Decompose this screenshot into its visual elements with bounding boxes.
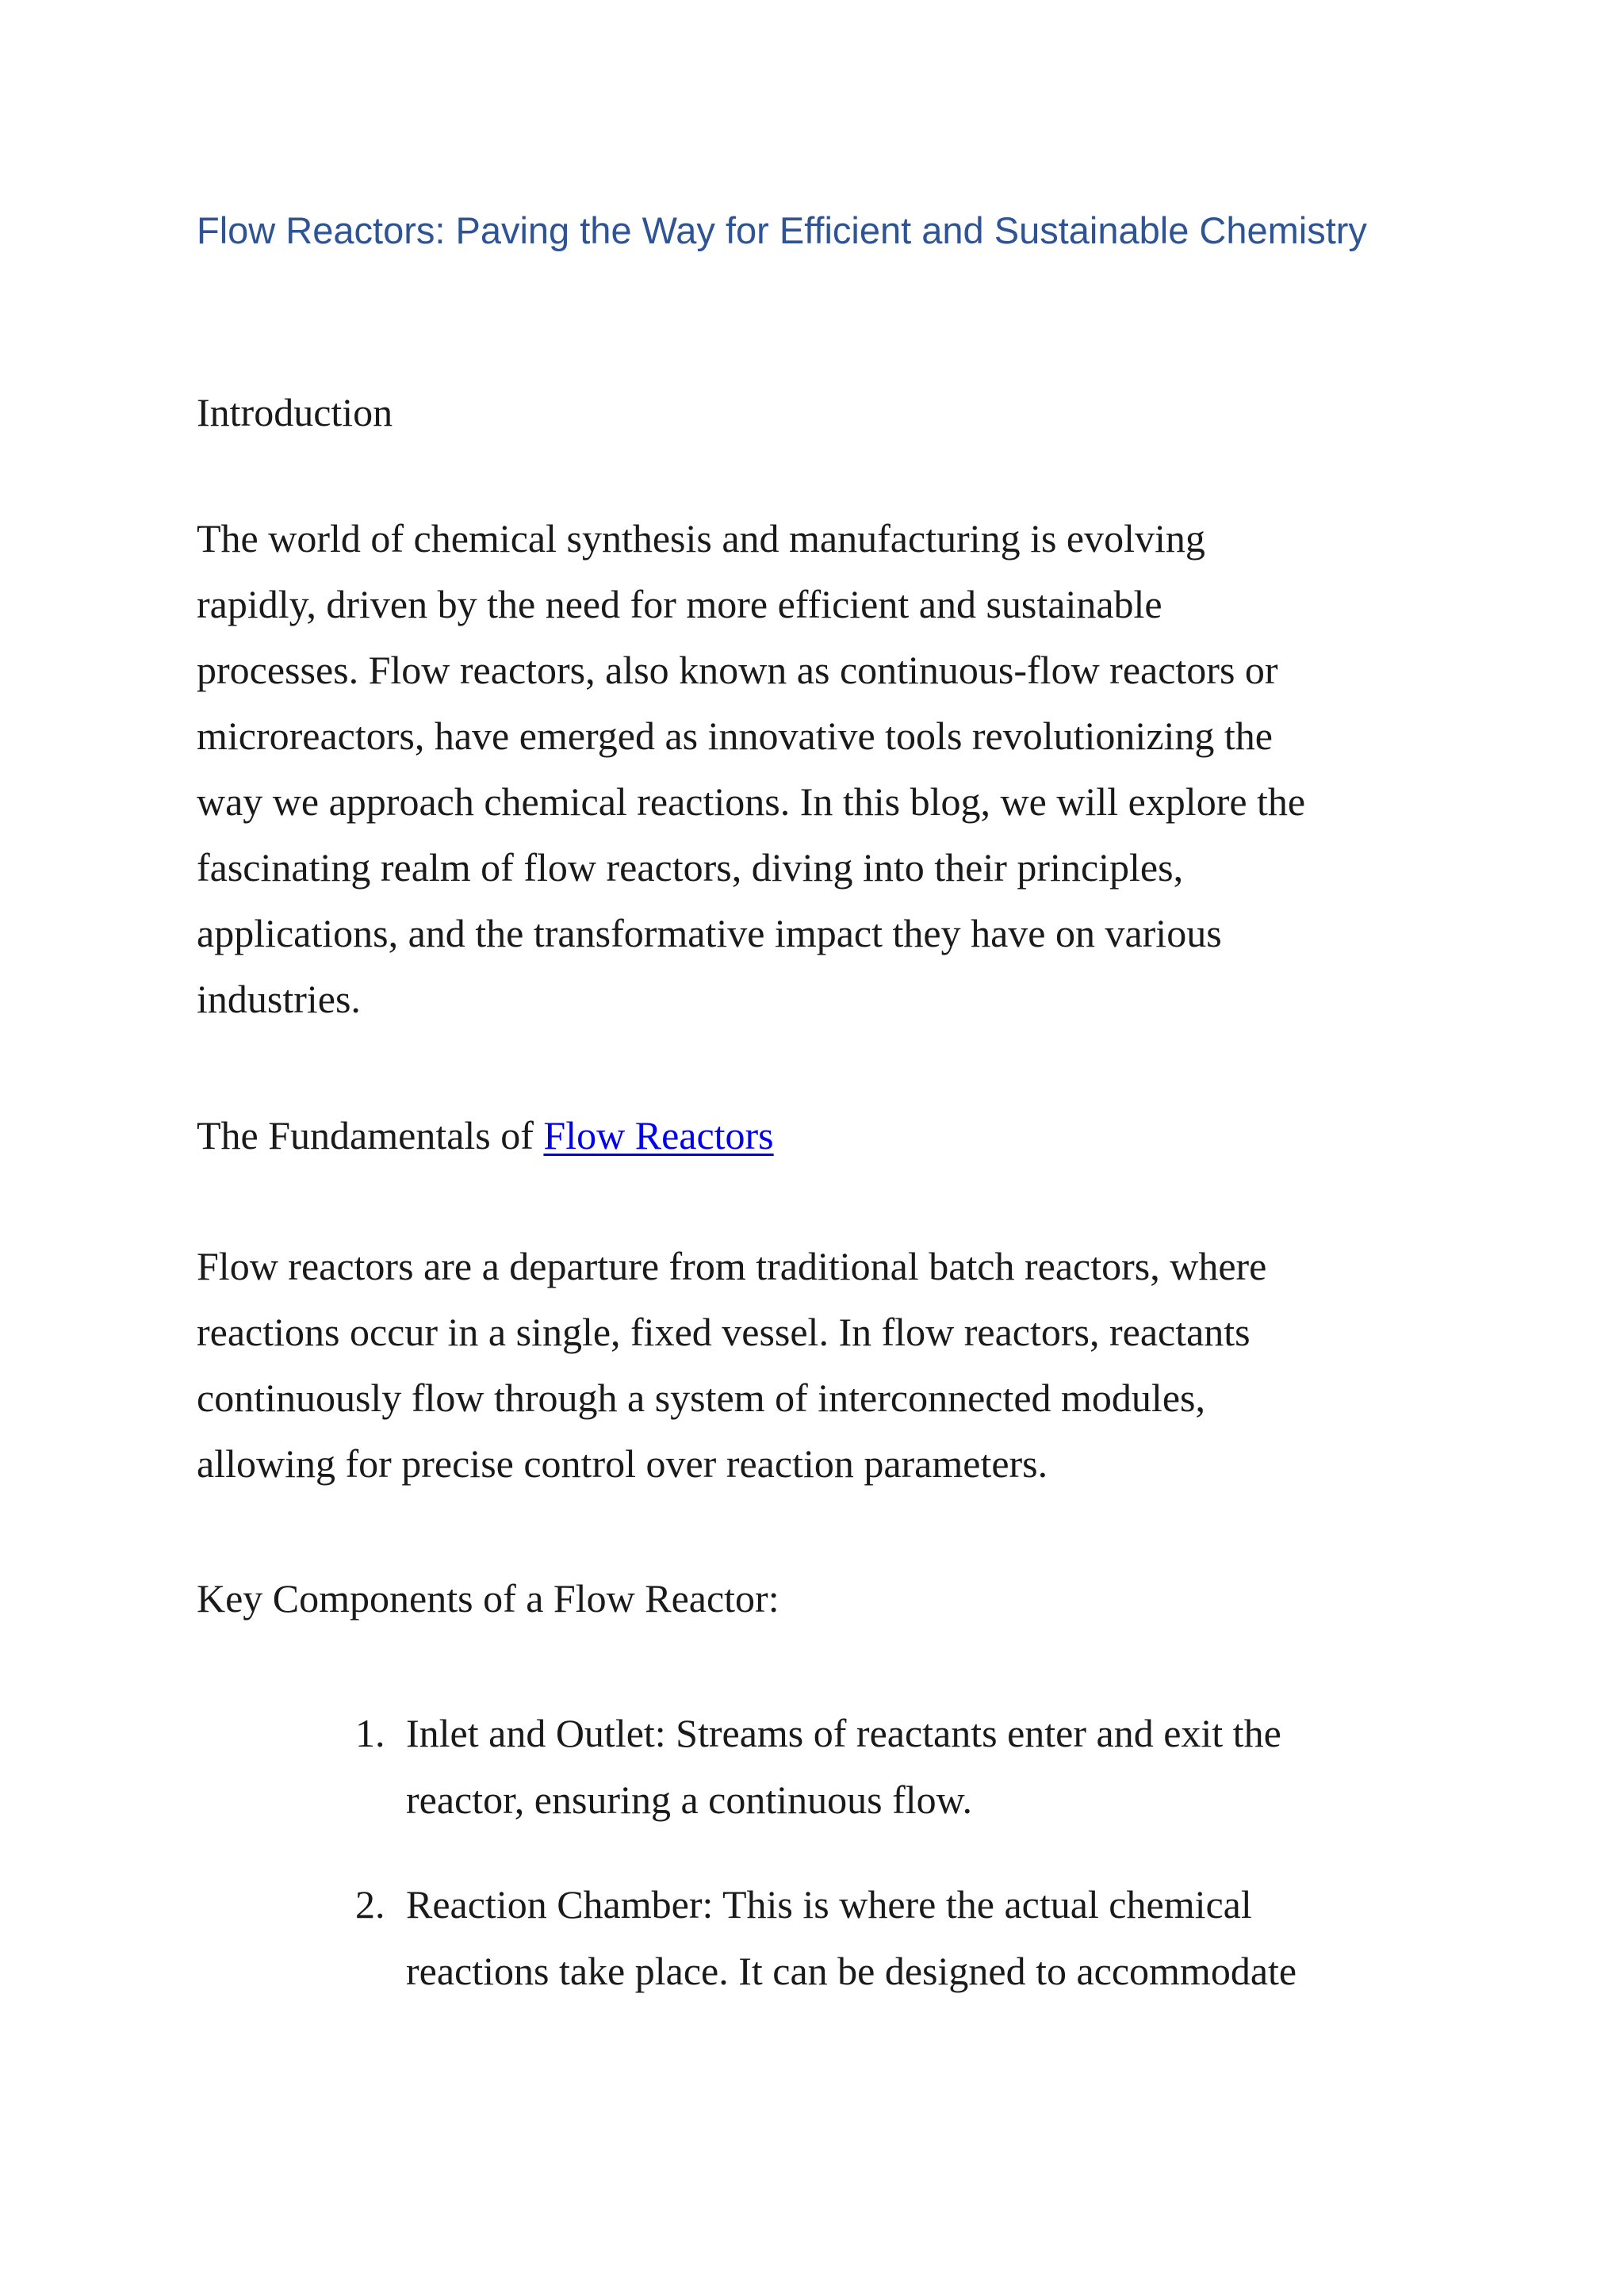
fundamentals-heading: [197, 1102, 1465, 1169]
list-item-line: Reaction Chamber: This is where the actual chemical: [406, 1882, 1252, 1927]
paragraph-line: way we approach chemical reactions. In this blog, we will explore the: [197, 779, 1306, 824]
paragraph-line: reactions occur in a single, fixed vessel. In flow reactors, reactants: [197, 1310, 1251, 1354]
list-item: [197, 1871, 1465, 2004]
intro-paragraph: [197, 506, 1465, 1032]
list-item-number: 2.: [355, 1882, 385, 1927]
fundamentals-heading-prefix: The Fundamentals of: [197, 1113, 544, 1158]
list-item-line: reactions take place. It can be designed to accommodate: [406, 1949, 1297, 1993]
list-item: [197, 1700, 1465, 1833]
paragraph-line: processes. Flow reactors, also known as continuous-flow reactors or: [197, 648, 1278, 692]
paragraph-line: applications, and the transformative impact they have on various: [197, 911, 1222, 955]
paragraph-line: fascinating realm of flow reactors, diving into their principles,: [197, 845, 1184, 890]
intro-heading: Introduction: [197, 390, 393, 434]
list-item-number: 1.: [355, 1711, 385, 1755]
list-item-line: Inlet and Outlet: Streams of reactants enter and exit the: [406, 1711, 1281, 1755]
paragraph-line: allowing for precise control over reaction parameters.: [197, 1441, 1048, 1486]
paragraph-line: continuously flow through a system of interconnected modules,: [197, 1376, 1205, 1420]
paragraph-line: rapidly, driven by the need for more efficient and sustainable: [197, 582, 1162, 626]
paragraph-line: The world of chemical synthesis and manufacturing is evolving: [197, 516, 1205, 561]
flow-reactors-link[interactable]: Flow Reactors: [543, 1113, 774, 1158]
paragraph-line: Flow reactors are a departure from traditional batch reactors, where: [197, 1244, 1267, 1288]
paragraph-line: microreactors, have emerged as innovative tools revolutionizing the: [197, 714, 1273, 758]
fundamentals-paragraph: [197, 1234, 1465, 1497]
components-list: [197, 1700, 1465, 2004]
paragraph-line: industries.: [197, 977, 361, 1021]
list-item-line: reactor, ensuring a continuous flow.: [406, 1777, 972, 1822]
components-heading: Key Components of a Flow Reactor:: [197, 1576, 779, 1621]
document-title: Flow Reactors: Paving the Way for Efficient and Sustainable Chemistry: [197, 209, 1367, 251]
